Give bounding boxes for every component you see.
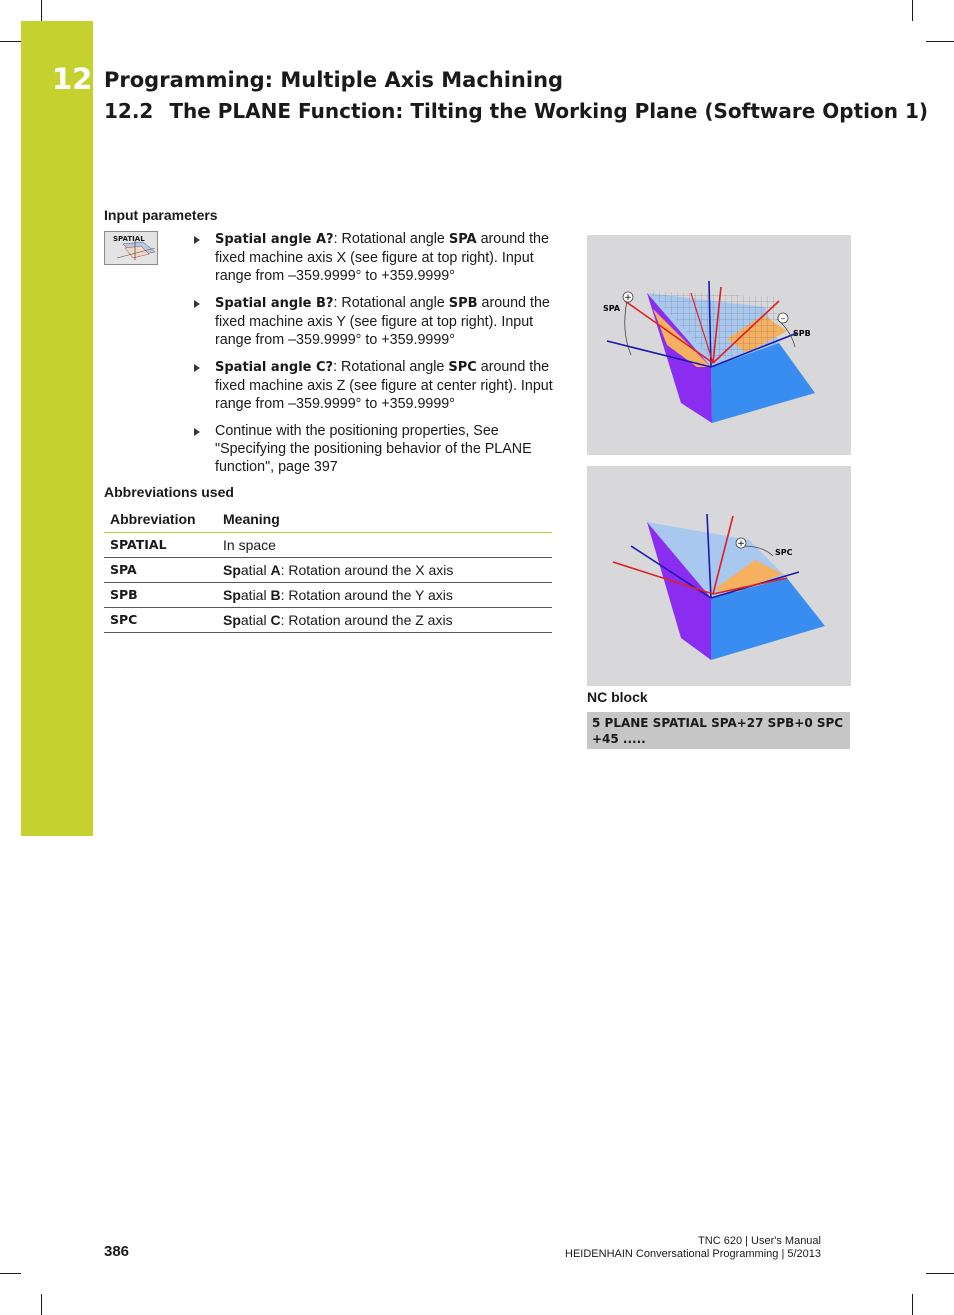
meaning-emphasis: A xyxy=(270,561,281,578)
spatial-plane-icon xyxy=(105,232,159,266)
meaning-cell: In space xyxy=(217,532,552,557)
continue-text: Continue with the positioning properties, See "Specifying the positioning behavior of the PLANE function", page 397 xyxy=(215,423,532,475)
list-item xyxy=(194,358,554,413)
meaning-text: : Rotation around the Y axis xyxy=(280,586,453,603)
page-number: 386 xyxy=(104,1243,130,1260)
parameter-text: around the fixed machine axis Z (see figure at center right). Input range from –359.9999° to +359.9999° xyxy=(215,359,553,412)
bullet-arrow-icon xyxy=(194,300,200,308)
parameter-list xyxy=(194,230,554,485)
minus-sign: – xyxy=(780,314,786,324)
crop-mark xyxy=(926,1273,954,1274)
spa-label: SPA xyxy=(603,304,621,313)
plus-sign: + xyxy=(737,539,745,549)
tilted-plane-illustration xyxy=(587,235,851,455)
parameter-code: SPC xyxy=(448,360,477,375)
meaning-text: : Rotation around the Z axis xyxy=(280,611,453,628)
meaning-text: : Rotation around the X axis xyxy=(280,561,454,578)
crop-mark xyxy=(926,41,954,42)
table-row xyxy=(104,557,552,582)
chapter-title: Programming: Multiple Axis Machining xyxy=(104,68,564,92)
meaning-emphasis: C xyxy=(270,611,281,628)
list-item xyxy=(194,294,554,349)
section-title xyxy=(104,99,928,123)
spatial-softkey xyxy=(104,231,158,265)
meaning-cell xyxy=(217,582,552,607)
abbreviations-table xyxy=(104,506,552,633)
nc-code-line: +45 ..... xyxy=(592,732,646,746)
meaning-emphasis: B xyxy=(270,586,281,603)
meaning-text: atial xyxy=(240,611,271,628)
column-header: Abbreviation xyxy=(104,506,217,532)
figure-spa-spb xyxy=(587,235,851,455)
nc-block-heading: NC block xyxy=(587,689,648,705)
abbreviation-cell: SPC xyxy=(104,607,217,632)
parameter-text: : Rotational angle xyxy=(333,359,449,375)
crop-mark xyxy=(41,1294,42,1315)
nc-block-code xyxy=(587,712,850,749)
meaning-text: atial xyxy=(240,586,271,603)
table-header-row xyxy=(104,506,552,532)
softkey-label: SPATIAL xyxy=(113,235,145,243)
footer-line: HEIDENHAIN Conversational Programming | 5/2013 xyxy=(565,1248,821,1260)
parameter-name: Spatial angle A? xyxy=(215,232,334,247)
table-row xyxy=(104,532,552,557)
parameter-text: around the fixed machine axis X (see figure at top right). Input range from –359.9999° to +359.9999° xyxy=(215,231,549,284)
footer-info xyxy=(565,1235,821,1261)
abbreviation-cell: SPA xyxy=(104,557,217,582)
bullet-arrow-icon xyxy=(194,428,200,436)
plus-sign: + xyxy=(624,293,632,303)
figure-spc xyxy=(587,466,851,686)
section-title-text: The PLANE Function: Tilting the Working Plane (Software Option 1) xyxy=(169,99,929,123)
meaning-cell xyxy=(217,557,552,582)
meaning-emphasis: Sp xyxy=(223,561,241,578)
spc-label: SPC xyxy=(775,548,793,557)
crop-mark xyxy=(0,41,21,42)
parameter-text: : Rotational angle xyxy=(333,231,449,247)
table-row xyxy=(104,582,552,607)
parameter-text: : Rotational angle xyxy=(333,295,449,311)
abbreviation-cell: SPATIAL xyxy=(104,532,217,557)
meaning-emphasis: Sp xyxy=(223,611,241,628)
bullet-arrow-icon xyxy=(194,364,200,372)
list-item xyxy=(194,230,554,285)
parameter-text: around the fixed machine axis Y (see figure at top right). Input range from –359.9999° to +359.9999° xyxy=(215,295,550,348)
crop-mark xyxy=(912,0,913,21)
meaning-emphasis: Sp xyxy=(223,586,241,603)
spb-label: SPB xyxy=(793,329,811,338)
chapter-number: 12 xyxy=(52,62,93,96)
abbreviations-heading: Abbreviations used xyxy=(104,484,234,500)
crop-mark xyxy=(41,0,42,21)
list-item xyxy=(194,422,554,476)
column-header: Meaning xyxy=(217,506,552,532)
bullet-arrow-icon xyxy=(194,236,200,244)
parameter-name: Spatial angle C? xyxy=(215,360,334,375)
parameter-code: SPB xyxy=(448,296,478,311)
table-row xyxy=(104,607,552,632)
footer-line: TNC 620 | User's Manual xyxy=(698,1235,821,1247)
chapter-sidebar xyxy=(21,21,93,836)
input-parameters-heading: Input parameters xyxy=(104,207,218,223)
abbreviation-cell: SPB xyxy=(104,582,217,607)
tilted-plane-illustration xyxy=(587,466,851,686)
nc-code-line: 5 PLANE SPATIAL SPA+27 SPB+0 SPC xyxy=(592,716,844,730)
parameter-name: Spatial angle B? xyxy=(215,296,334,311)
section-number: 12.2 xyxy=(104,99,154,123)
meaning-cell xyxy=(217,607,552,632)
parameter-code: SPA xyxy=(448,232,477,247)
meaning-text: atial xyxy=(240,561,271,578)
crop-mark xyxy=(0,1273,21,1274)
crop-mark xyxy=(912,1294,913,1315)
